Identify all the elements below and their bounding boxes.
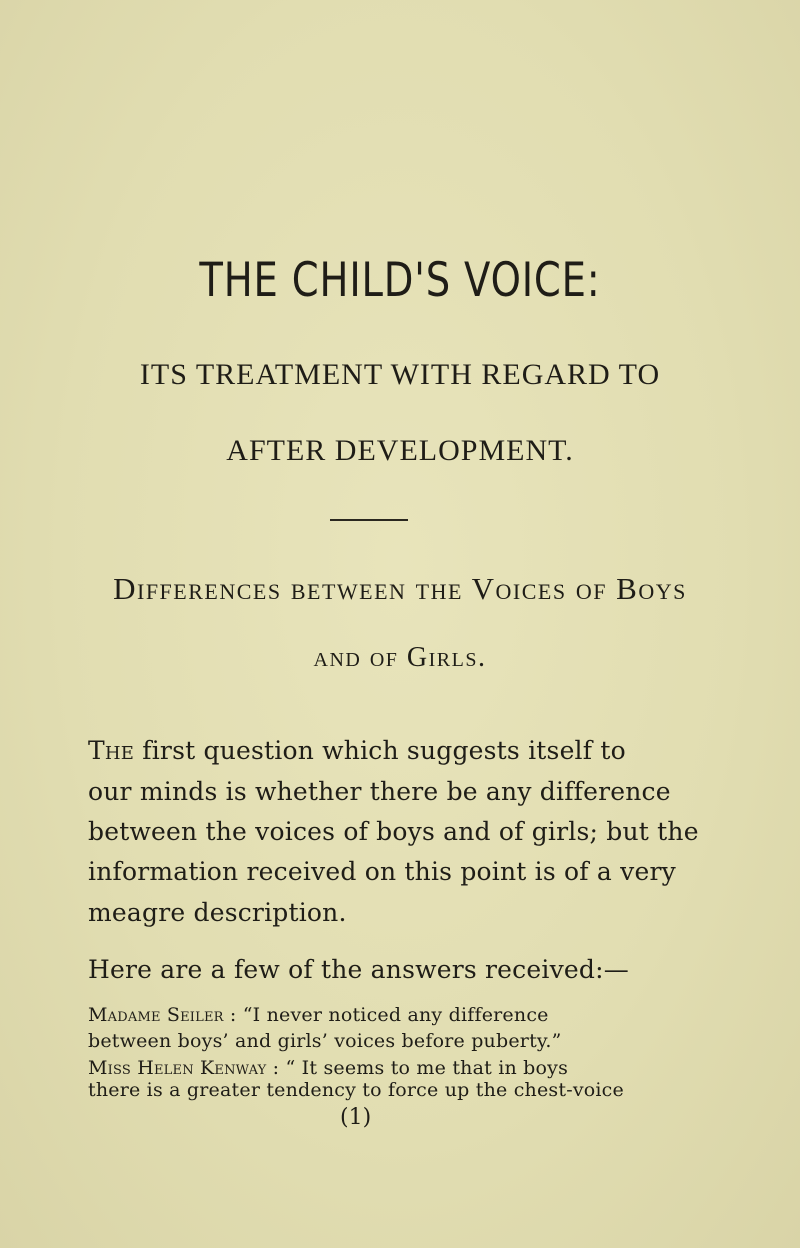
paragraph-1-line-3: between the voices of boys and of girls; but the [88,817,699,846]
quote-1-text: “I never noticed any difference [242,1004,549,1026]
paragraph-1-line-1 [88,731,626,771]
quote-1-line-1 [88,1004,549,1026]
quote-1-separator: : [223,1004,243,1026]
section-title-line-2: and of Girls. [313,642,487,673]
quote-2-line-1 [88,1057,568,1079]
quote-2-line-2: there is a greater tendency to force up the chest-voice [88,1079,624,1101]
page-number: (1) [340,1105,372,1130]
horizontal-rule [330,519,408,521]
quote-1-line-2: between boys’ and girls’ voices before puberty.” [88,1030,562,1052]
quote-2-text: “ It seems to me that in boys [285,1057,569,1079]
paragraph-1-line-5: meagre description. [88,898,347,927]
paragraph-1-line-4: information received on this point is of a very [88,857,676,886]
page-title: THE CHILD'S VOICE: [199,253,601,308]
quote-2-speaker: Miss Helen Kenway [88,1057,267,1079]
quote-2-separator: : [266,1057,286,1079]
paragraph-1-line-1-rest: first question which suggests itself to [134,736,626,765]
paragraph-lead-word: The [88,736,135,765]
subtitle-line-1: ITS TREATMENT WITH REGARD TO [139,358,661,391]
section-title-line-1: Differences between the Voices of Boys [113,571,687,606]
quote-1-speaker: Madame Seiler [88,1004,224,1026]
subtitle-line-2: AFTER DEVELOPMENT. [226,434,574,467]
paragraph-1-line-2: our minds is whether there be any difference [88,777,671,806]
paragraph-2-line-1: Here are a few of the answers received:— [88,955,629,984]
